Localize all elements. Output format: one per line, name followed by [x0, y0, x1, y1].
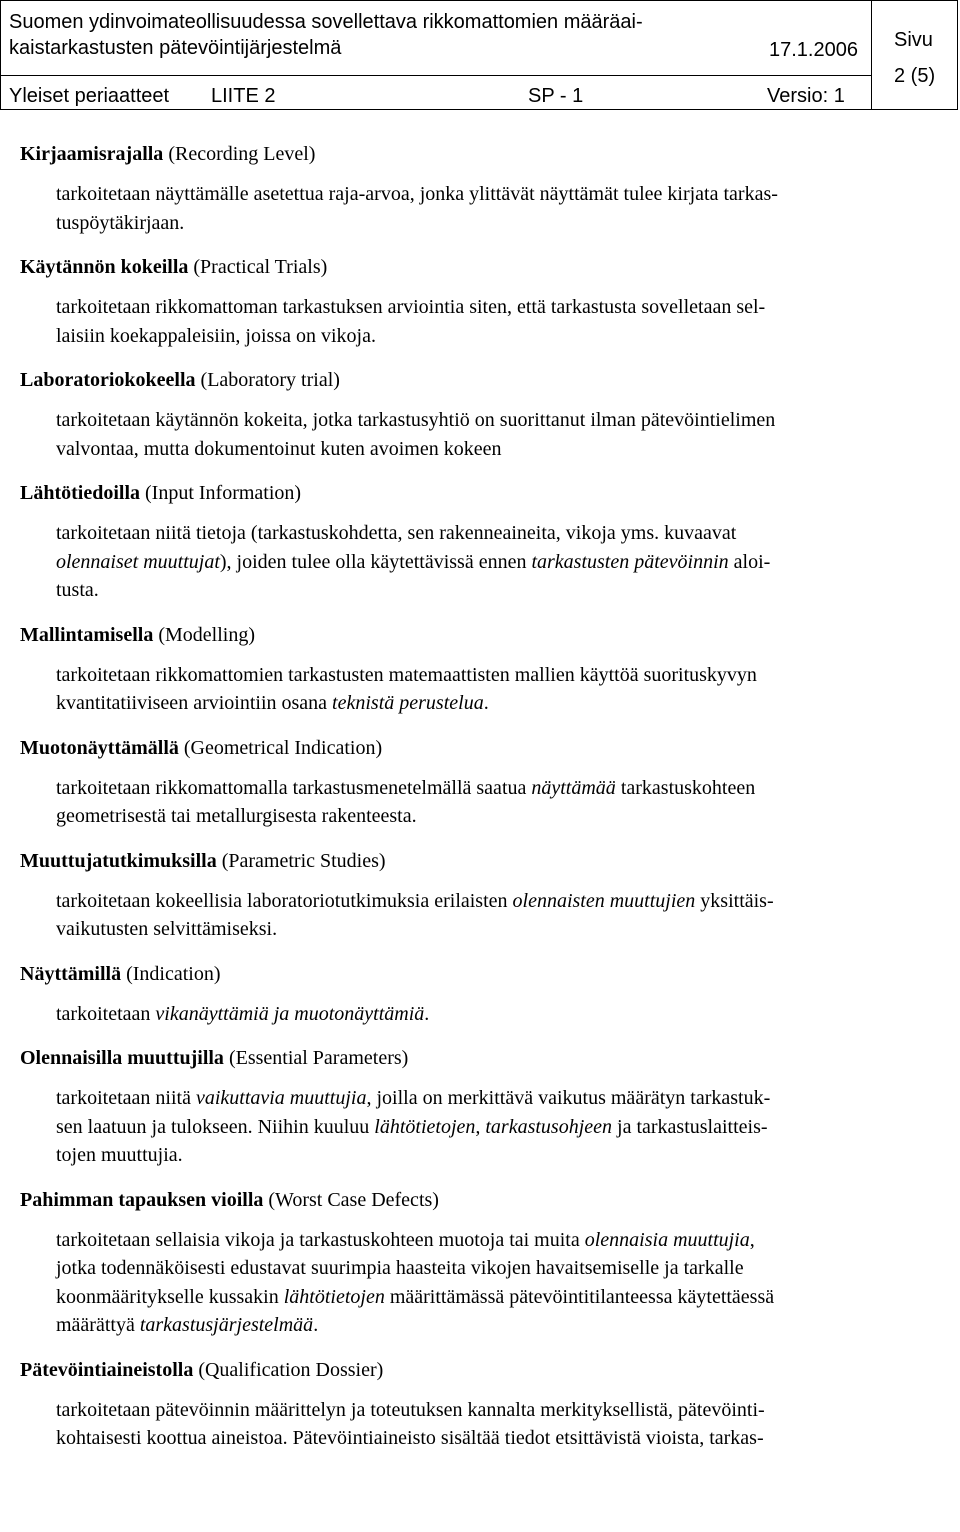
header-divider-vertical — [871, 1, 872, 109]
header-appendix: LIITE 2 — [211, 85, 276, 107]
definition-text: tarkoitetaan pätevöinnin määrittelyn ja toteutuksen kannalta merkityksellistä, pätevöinti- kohtaisesti koottua aineistoa. Pätevöintiaineisto sisältää tiedot etsittävistä vioista, tarkas- — [56, 1398, 765, 1449]
definition-text: tarkoitetaan rikkomattomien tarkastusten matemaattisten mallien käyttöä suorituskyvyn kvantitatiiviseen arviointiin osana teknistä perustelua. — [56, 663, 757, 714]
definition-entry — [20, 960, 940, 1029]
definition-term: Näyttämillä (Indication) — [20, 962, 221, 985]
definition-entry — [20, 621, 940, 718]
definition-term: Mallintamisella (Modelling) — [20, 623, 255, 646]
definition-term: Kirjaamisrajalla (Recording Level) — [20, 143, 316, 165]
definition-text: tarkoitetaan rikkomattoman tarkastuksen arviointia siten, että tarkastusta sovelletaan sel- laisiin koekappaleisiin, joissa on vikoja. — [56, 296, 766, 347]
definition-term: Lähtötiedoilla (Input Information) — [20, 482, 302, 504]
definition-text: tarkoitetaan näyttämälle asetettua raja-arvoa, jonka ylittävät näyttämät tulee kirjata tarkas- tuspöytäkirjaan. — [56, 183, 778, 234]
header-title-line1: Suomen ydinvoimateollisuudessa sovellettava rikkomattomien määräai- — [9, 11, 643, 33]
definition-entry — [20, 847, 940, 944]
document-header — [0, 0, 958, 110]
header-title-line2: kaistarkastusten pätevöintijärjestelmä — [9, 37, 342, 59]
definition-text: tarkoitetaan niitä tietoja (tarkastuskohdetta, sen rakenneaineita, vikoja yms. kuvaavat olennaiset muuttujat), joiden tulee olla käytettävissä ennen tarkastusten pätevöinnin aloi- tusta. — [56, 522, 771, 601]
definition-entry — [20, 140, 940, 237]
definition-text: tarkoitetaan vikanäyttämiä ja muotonäyttämiä. — [56, 1002, 430, 1025]
header-subject: Yleiset periaatteet — [9, 85, 170, 107]
definition-entry — [20, 1044, 940, 1170]
definition-entry — [20, 479, 940, 605]
definition-entry — [20, 1186, 940, 1340]
header-date: 17.1.2006 — [769, 39, 858, 61]
definition-text: tarkoitetaan sellaisia vikoja ja tarkastuskohteen muotoja tai muita olennaisia muuttujia, jotka todennäköisesti edustavat suurimpia haasteita vikojen havaitsemiselle ja tarkalle koonmääritykselle kussakin lähtötietojen määrittämässä pätevöintitilanteessa käytettäessä määrättyä tarkastusjärjestelmää. — [56, 1228, 775, 1336]
definition-text: tarkoitetaan niitä vaikuttavia muuttujia, joilla on merkittävä vaikutus määrätyn tarkastuk- sen laatuun ja tulokseen. Niihin kuuluu lähtötietojen, tarkastusohjeen ja tarkastuslaitteis- tojen muuttujia. — [56, 1087, 771, 1166]
definition-term: Pahimman tapauksen vioilla (Worst Case Defects) — [20, 1188, 439, 1211]
header-version: Versio: 1 — [767, 85, 845, 107]
definitions-list — [20, 140, 940, 1469]
definition-text: tarkoitetaan kokeellisia laboratoriotutkimuksia erilaisten olennaisten muuttujien yksittäis- vaikutusten selvittämiseksi. — [56, 889, 774, 940]
definition-term: Käytännön kokeilla (Practical Trials) — [20, 256, 328, 278]
definition-term: Pätevöintiaineistolla (Qualification Dossier) — [20, 1358, 384, 1381]
definition-term: Olennaisilla muuttujilla (Essential Parameters) — [20, 1047, 409, 1069]
definition-text: tarkoitetaan käytännön kokeita, jotka tarkastusyhtiö on suorittanut ilman pätevöintielimen valvontaa, mutta dokumentoinut kuten avoimen kokeen — [56, 409, 776, 460]
header-sivu-label: Sivu — [894, 29, 933, 51]
definition-term: Muuttujatutkimuksilla (Parametric Studies) — [20, 849, 386, 872]
definition-entry — [20, 734, 940, 831]
definition-entry — [20, 366, 940, 463]
header-page-number: 2 (5) — [894, 65, 936, 87]
definition-term: Laboratoriokokeella (Laboratory trial) — [20, 369, 340, 391]
definition-text: tarkoitetaan rikkomattomalla tarkastusmenetelmällä saatua näyttämää tarkastuskohteen geometrisestä tai metallurgisesta rakenteesta. — [56, 776, 756, 827]
header-doc-code: SP - 1 — [528, 85, 584, 107]
definition-entry — [20, 1356, 940, 1453]
definition-term: Muotonäyttämällä (Geometrical Indication) — [20, 736, 383, 759]
definition-entry — [20, 253, 940, 350]
header-divider-horizontal — [1, 75, 871, 76]
